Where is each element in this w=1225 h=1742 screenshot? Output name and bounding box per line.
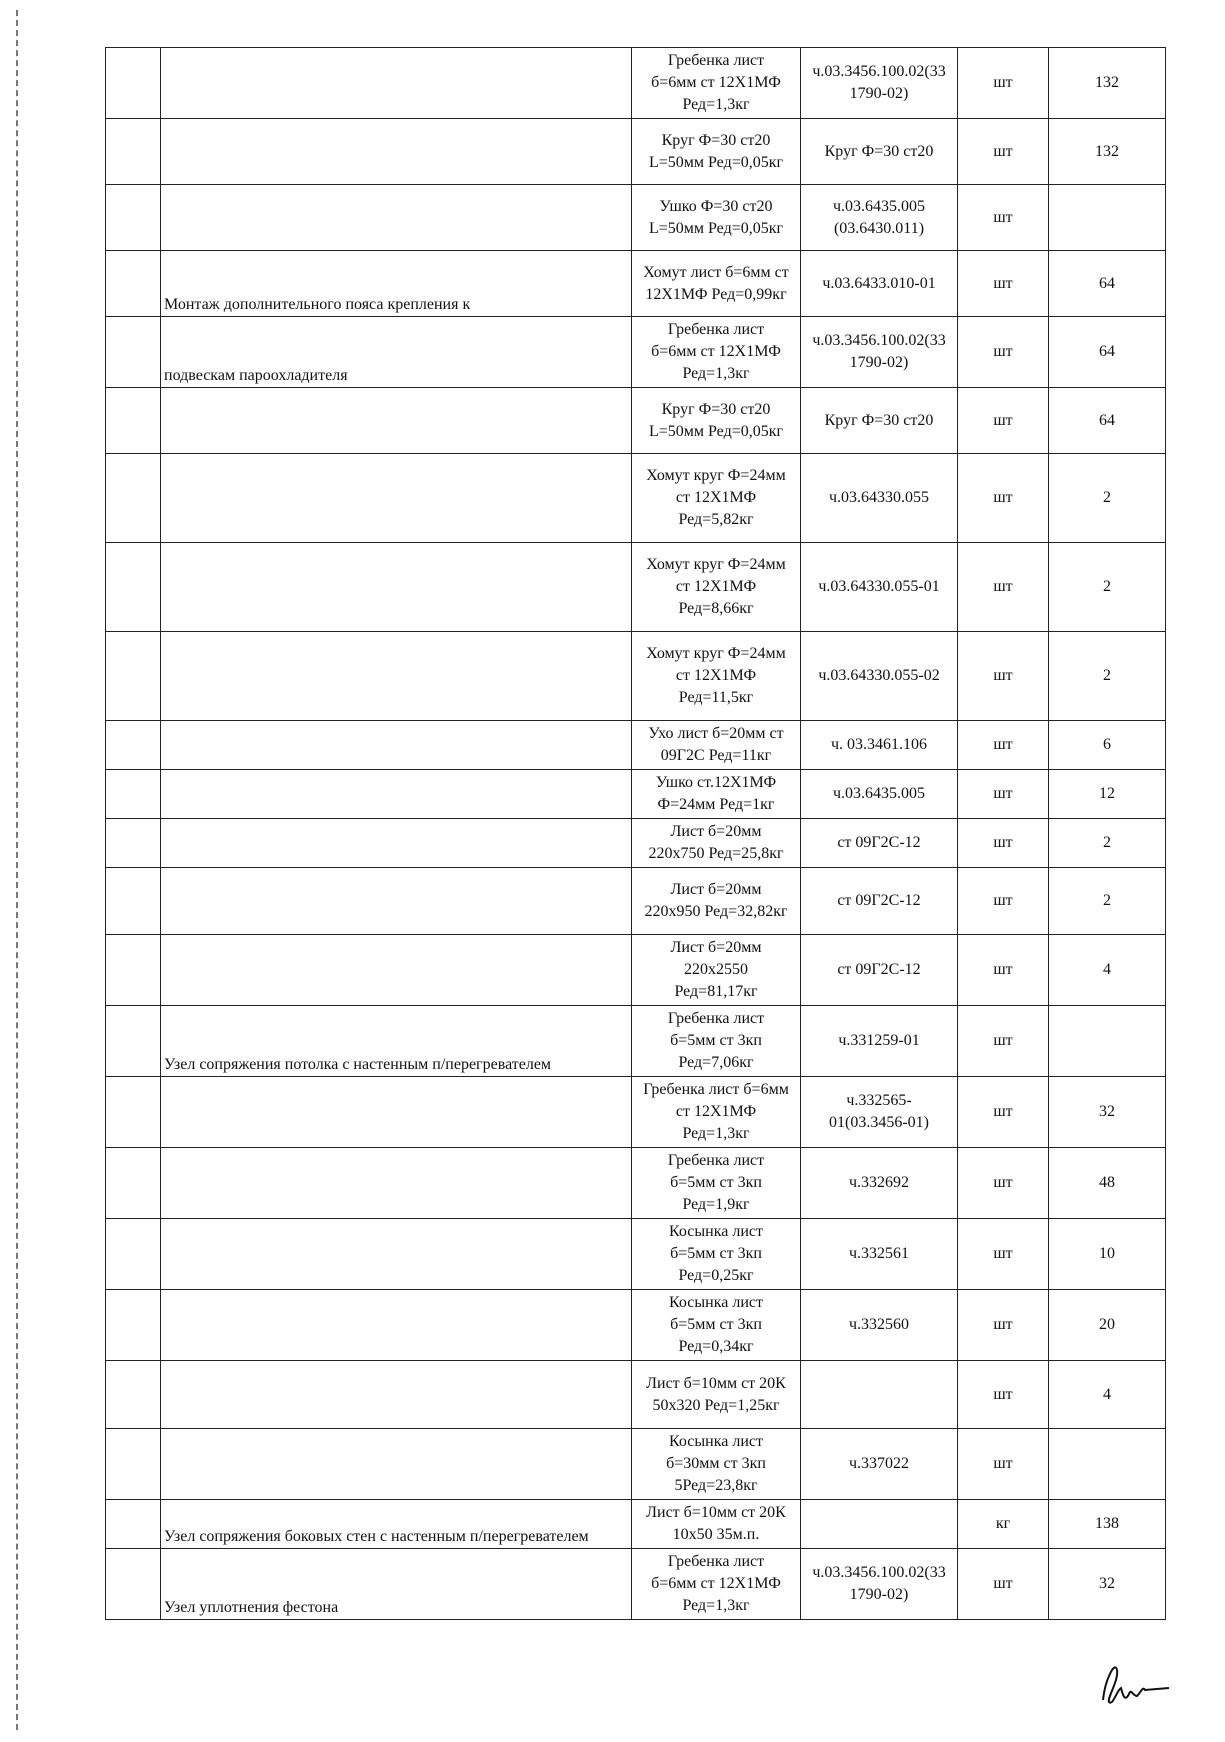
row-number-cell — [106, 185, 161, 251]
material-name-cell: Гребенка лист б=6мм ст 12Х1МФ Ред=1,3кг — [632, 1549, 801, 1620]
table-row — [106, 454, 1166, 543]
material-name-cell: Круг Ф=30 ст20 L=50мм Ред=0,05кг — [632, 388, 801, 454]
unit-cell: шт — [958, 185, 1049, 251]
table-row — [106, 1077, 1166, 1148]
material-name-cell: Гребенка лист б=6мм ст 12Х1МФ Ред=1,3кг — [632, 317, 801, 388]
unit-cell: шт — [958, 1429, 1049, 1500]
material-name-cell: Хомут круг Ф=24мм ст 12Х1МФ Ред=5,82кг — [632, 454, 801, 543]
material-name-cell: Косынка лист б=5мм ст 3кп Ред=0,34кг — [632, 1290, 801, 1361]
work-description-cell — [161, 1290, 632, 1361]
quantity-cell: 64 — [1049, 388, 1166, 454]
quantity-cell — [1049, 1006, 1166, 1077]
row-number-cell — [106, 454, 161, 543]
material-name-cell: Лист б=20мм 220х750 Ред=25,8кг — [632, 819, 801, 868]
table-row — [106, 119, 1166, 185]
row-number-cell — [106, 1500, 161, 1549]
table-row — [106, 721, 1166, 770]
material-name-cell: Круг Ф=30 ст20 L=50мм Ред=0,05кг — [632, 119, 801, 185]
quantity-cell: 20 — [1049, 1290, 1166, 1361]
unit-cell: шт — [958, 632, 1049, 721]
quantity-cell: 138 — [1049, 1500, 1166, 1549]
table-row — [106, 1500, 1166, 1549]
drawing-code-cell: ч. 03.3461.106 — [801, 721, 958, 770]
work-description-cell: Узел уплотнения фестона — [161, 1549, 632, 1620]
row-number-cell — [106, 1429, 161, 1500]
quantity-cell: 4 — [1049, 935, 1166, 1006]
row-number-cell — [106, 819, 161, 868]
handwritten-signature — [1095, 1650, 1175, 1710]
table-row — [106, 1148, 1166, 1219]
row-number-cell — [106, 632, 161, 721]
table-row — [106, 251, 1166, 317]
unit-cell: шт — [958, 317, 1049, 388]
row-number-cell — [106, 317, 161, 388]
quantity-cell: 64 — [1049, 317, 1166, 388]
work-description-cell — [161, 48, 632, 119]
drawing-code-cell: ч.03.3456.100.02(33 1790-02) — [801, 317, 958, 388]
quantity-cell: 32 — [1049, 1077, 1166, 1148]
quantity-cell: 10 — [1049, 1219, 1166, 1290]
work-description-cell — [161, 935, 632, 1006]
row-number-cell — [106, 1549, 161, 1620]
work-description-cell — [161, 388, 632, 454]
row-number-cell — [106, 1006, 161, 1077]
table-row — [106, 868, 1166, 935]
table-row — [106, 317, 1166, 388]
material-name-cell: Лист б=20мм 220х2550 Ред=81,17кг — [632, 935, 801, 1006]
table-row — [106, 185, 1166, 251]
row-number-cell — [106, 935, 161, 1006]
work-description-cell — [161, 1429, 632, 1500]
material-name-cell: Ушко ст.12Х1МФ Ф=24мм Ред=1кг — [632, 770, 801, 819]
drawing-code-cell: Круг Ф=30 ст20 — [801, 388, 958, 454]
unit-cell: шт — [958, 1077, 1049, 1148]
quantity-cell: 6 — [1049, 721, 1166, 770]
table-row — [106, 1219, 1166, 1290]
row-number-cell — [106, 770, 161, 819]
row-number-cell — [106, 251, 161, 317]
quantity-cell: 64 — [1049, 251, 1166, 317]
material-name-cell: Лист б=10мм ст 20К 10х50 35м.п. — [632, 1500, 801, 1549]
row-number-cell — [106, 48, 161, 119]
material-name-cell: Хомут круг Ф=24мм ст 12Х1МФ Ред=8,66кг — [632, 543, 801, 632]
work-description-cell — [161, 185, 632, 251]
quantity-cell: 4 — [1049, 1361, 1166, 1429]
table-row — [106, 1361, 1166, 1429]
drawing-code-cell — [801, 1500, 958, 1549]
work-description-cell — [161, 632, 632, 721]
quantity-cell: 2 — [1049, 868, 1166, 935]
unit-cell: шт — [958, 119, 1049, 185]
table-row — [106, 1549, 1166, 1620]
table-row — [106, 388, 1166, 454]
material-name-cell: Косынка лист б=5мм ст 3кп Ред=0,25кг — [632, 1219, 801, 1290]
drawing-code-cell: ст 09Г2С-12 — [801, 819, 958, 868]
drawing-code-cell: ч.332565- 01(03.3456-01) — [801, 1077, 958, 1148]
row-number-cell — [106, 543, 161, 632]
quantity-cell: 2 — [1049, 543, 1166, 632]
work-description-cell: Монтаж дополнительного пояса крепления к — [161, 251, 632, 317]
table-row — [106, 1290, 1166, 1361]
unit-cell: шт — [958, 454, 1049, 543]
material-name-cell: Лист б=20мм 220х950 Ред=32,82кг — [632, 868, 801, 935]
quantity-cell: 132 — [1049, 48, 1166, 119]
material-name-cell: Хомут лист б=6мм ст 12Х1МФ Ред=0,99кг — [632, 251, 801, 317]
quantity-cell: 2 — [1049, 454, 1166, 543]
unit-cell: шт — [958, 1006, 1049, 1077]
drawing-code-cell: ч.332561 — [801, 1219, 958, 1290]
material-name-cell: Косынка лист б=30мм ст 3кп 5Ред=23,8кг — [632, 1429, 801, 1500]
table-row — [106, 543, 1166, 632]
row-number-cell — [106, 1077, 161, 1148]
work-description-cell — [161, 868, 632, 935]
drawing-code-cell: ч.337022 — [801, 1429, 958, 1500]
drawing-code-cell: ч.331259-01 — [801, 1006, 958, 1077]
row-number-cell — [106, 1219, 161, 1290]
unit-cell: шт — [958, 770, 1049, 819]
work-description-cell — [161, 1361, 632, 1429]
quantity-cell — [1049, 185, 1166, 251]
row-number-cell — [106, 1148, 161, 1219]
work-description-cell — [161, 543, 632, 632]
unit-cell: шт — [958, 48, 1049, 119]
work-description-cell — [161, 1077, 632, 1148]
unit-cell: шт — [958, 1219, 1049, 1290]
drawing-code-cell: ч.03.64330.055 — [801, 454, 958, 543]
drawing-code-cell: ч.03.3456.100.02(33 1790-02) — [801, 1549, 958, 1620]
work-description-cell — [161, 721, 632, 770]
material-name-cell: Лист б=10мм ст 20К 50х320 Ред=1,25кг — [632, 1361, 801, 1429]
unit-cell: шт — [958, 543, 1049, 632]
material-name-cell: Хомут круг Ф=24мм ст 12Х1МФ Ред=11,5кг — [632, 632, 801, 721]
material-name-cell: Ушко Ф=30 ст20 L=50мм Ред=0,05кг — [632, 185, 801, 251]
drawing-code-cell: ч.03.64330.055-02 — [801, 632, 958, 721]
table-row — [106, 770, 1166, 819]
unit-cell: шт — [958, 1148, 1049, 1219]
table-row — [106, 819, 1166, 868]
work-description-cell — [161, 819, 632, 868]
drawing-code-cell — [801, 1361, 958, 1429]
material-name-cell: Гребенка лист б=5мм ст 3кп Ред=7,06кг — [632, 1006, 801, 1077]
unit-cell: шт — [958, 1549, 1049, 1620]
quantity-cell: 132 — [1049, 119, 1166, 185]
row-number-cell — [106, 1290, 161, 1361]
quantity-cell: 32 — [1049, 1549, 1166, 1620]
work-description-cell — [161, 1219, 632, 1290]
row-number-cell — [106, 119, 161, 185]
table-row — [106, 632, 1166, 721]
unit-cell: шт — [958, 935, 1049, 1006]
margin-dash-line — [16, 10, 18, 1730]
unit-cell: шт — [958, 251, 1049, 317]
drawing-code-cell: ч.03.64330.055-01 — [801, 543, 958, 632]
material-name-cell: Гребенка лист б=6мм ст 12Х1МФ Ред=1,3кг — [632, 1077, 801, 1148]
row-number-cell — [106, 388, 161, 454]
row-number-cell — [106, 1361, 161, 1429]
drawing-code-cell: ч.332560 — [801, 1290, 958, 1361]
quantity-cell: 2 — [1049, 632, 1166, 721]
material-name-cell: Гребенка лист б=6мм ст 12Х1МФ Ред=1,3кг — [632, 48, 801, 119]
unit-cell: шт — [958, 1361, 1049, 1429]
table-row — [106, 1006, 1166, 1077]
drawing-code-cell: ч.03.6435.005 — [801, 770, 958, 819]
drawing-code-cell: ч.03.6435.005 (03.6430.011) — [801, 185, 958, 251]
quantity-cell — [1049, 1429, 1166, 1500]
work-description-cell: Узел сопряжения потолка с настенным п/перегревателем — [161, 1006, 632, 1077]
work-description-cell: подвескам пароохладителя — [161, 317, 632, 388]
row-number-cell — [106, 721, 161, 770]
drawing-code-cell: Круг Ф=30 ст20 — [801, 119, 958, 185]
work-description-cell — [161, 119, 632, 185]
unit-cell: кг — [958, 1500, 1049, 1549]
unit-cell: шт — [958, 388, 1049, 454]
work-description-cell — [161, 1148, 632, 1219]
drawing-code-cell: ч.332692 — [801, 1148, 958, 1219]
unit-cell: шт — [958, 1290, 1049, 1361]
unit-cell: шт — [958, 721, 1049, 770]
drawing-code-cell: ст 09Г2С-12 — [801, 868, 958, 935]
material-name-cell: Гребенка лист б=5мм ст 3кп Ред=1,9кг — [632, 1148, 801, 1219]
specification-table — [105, 47, 1166, 1620]
row-number-cell — [106, 868, 161, 935]
work-description-cell — [161, 454, 632, 543]
work-description-cell — [161, 770, 632, 819]
unit-cell: шт — [958, 819, 1049, 868]
drawing-code-cell: ч.03.3456.100.02(33 1790-02) — [801, 48, 958, 119]
drawing-code-cell: ч.03.6433.010-01 — [801, 251, 958, 317]
table-row — [106, 1429, 1166, 1500]
unit-cell: шт — [958, 868, 1049, 935]
quantity-cell: 12 — [1049, 770, 1166, 819]
material-name-cell: Ухо лист б=20мм ст 09Г2С Ред=11кг — [632, 721, 801, 770]
work-description-cell: Узел сопряжения боковых стен с настенным п/перегревателем — [161, 1500, 632, 1549]
drawing-code-cell: ст 09Г2С-12 — [801, 935, 958, 1006]
quantity-cell: 2 — [1049, 819, 1166, 868]
table-row — [106, 935, 1166, 1006]
table-row — [106, 48, 1166, 119]
quantity-cell: 48 — [1049, 1148, 1166, 1219]
